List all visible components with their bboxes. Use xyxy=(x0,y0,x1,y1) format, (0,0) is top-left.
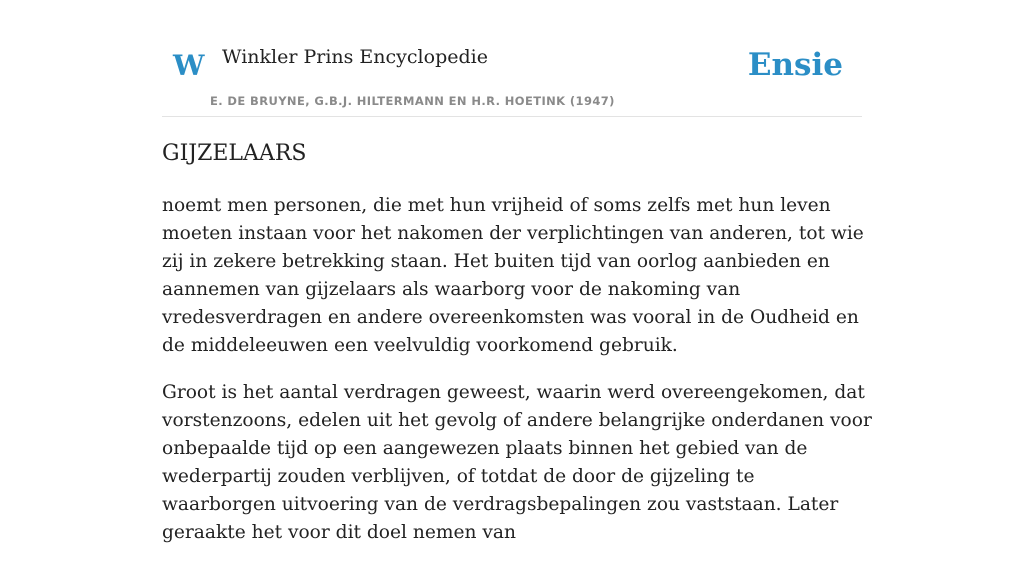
article-paragraph: noemt men personen, die met hun vrijheid of soms zelfs met hun leven moeten instaan voor het nakomen der verplichtingen van anderen, tot wie zij in zekere betrekking staan. Het buiten tijd van oorlog aanbieden en aannemen van gijzelaars als waarborg voor de nakoming van vredesverdragen en andere overeenkomsten was vooral in de Oudheid en de middeleeuwen een veelvuldig voorkomend gebruik. xyxy=(162,195,864,356)
article-body xyxy=(162,192,872,566)
page xyxy=(162,0,872,543)
ensie-logo[interactable]: Ensie xyxy=(747,47,843,83)
source-title[interactable]: Winkler Prins Encyclopedie xyxy=(222,46,488,68)
article-title: GIJZELAARS xyxy=(162,141,307,166)
article-paragraph: Groot is het aantal verdragen geweest, waarin werd overeengekomen, dat vorstenzoons, edelen uit het gevolg of andere belangrijke onderdanen voor onbepaalde tijd op een aangewezen plaats binnen het gebied van de wederpartij zouden verblijven, of totdat de door de gijzeling te waarborgen uitvoering van de verdragsbepalingen zou vaststaan. Later geraakte het voor dit doel nemen van xyxy=(162,382,872,543)
source-authors: E. DE BRUYNE, G.B.J. HILTERMANN EN H.R. HOETINK (1947) xyxy=(210,94,615,108)
site-header xyxy=(162,0,862,117)
source-logo[interactable]: W xyxy=(173,49,205,82)
